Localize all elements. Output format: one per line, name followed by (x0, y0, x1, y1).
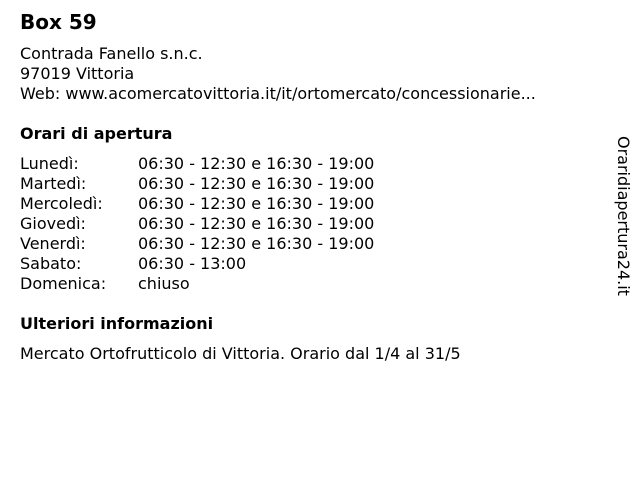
day-label: Mercoledì: (20, 194, 103, 213)
day-label: Martedì: (20, 174, 87, 193)
additional-info-heading: Ulteriori informazioni (20, 314, 214, 333)
hours-value: 06:30 - 12:30 e 16:30 - 19:00 (138, 154, 375, 173)
day-label: Domenica: (20, 274, 107, 293)
hours-value: 06:30 - 12:30 e 16:30 - 19:00 (138, 174, 375, 193)
hours-row-sunday (20, 274, 440, 294)
hours-value: 06:30 - 13:00 (138, 254, 247, 273)
opening-hours-table (20, 154, 440, 294)
website-link[interactable]: www.acomercatovittoria.it/it/ortomercato/concessionarie... (65, 84, 536, 103)
additional-info-text: Mercato Ortofrutticolo di Vittoria. Orario dal 1/4 al 31/5 (20, 344, 461, 363)
hours-row-friday (20, 234, 440, 254)
hours-value: chiuso (138, 274, 190, 293)
address-line-street: Contrada Fanello s.n.c. (20, 44, 203, 63)
business-name: Box 59 (20, 10, 97, 34)
website-label: Web: (20, 84, 61, 103)
website-line (20, 84, 536, 104)
day-label: Sabato: (20, 254, 82, 273)
site-brand-vertical: Oraridiapertura24.it (614, 136, 633, 296)
hours-value: 06:30 - 12:30 e 16:30 - 19:00 (138, 234, 375, 253)
day-label: Giovedì: (20, 214, 86, 233)
hours-row-wednesday (20, 194, 440, 214)
day-label: Lunedì: (20, 154, 79, 173)
hours-row-tuesday (20, 174, 440, 194)
opening-hours-heading: Orari di apertura (20, 124, 173, 143)
day-label: Venerdì: (20, 234, 86, 253)
hours-row-thursday (20, 214, 440, 234)
hours-value: 06:30 - 12:30 e 16:30 - 19:00 (138, 214, 375, 233)
hours-row-saturday (20, 254, 440, 274)
hours-row-monday (20, 154, 440, 174)
address-line-city: 97019 Vittoria (20, 64, 135, 83)
hours-value: 06:30 - 12:30 e 16:30 - 19:00 (138, 194, 375, 213)
business-address (20, 44, 536, 104)
